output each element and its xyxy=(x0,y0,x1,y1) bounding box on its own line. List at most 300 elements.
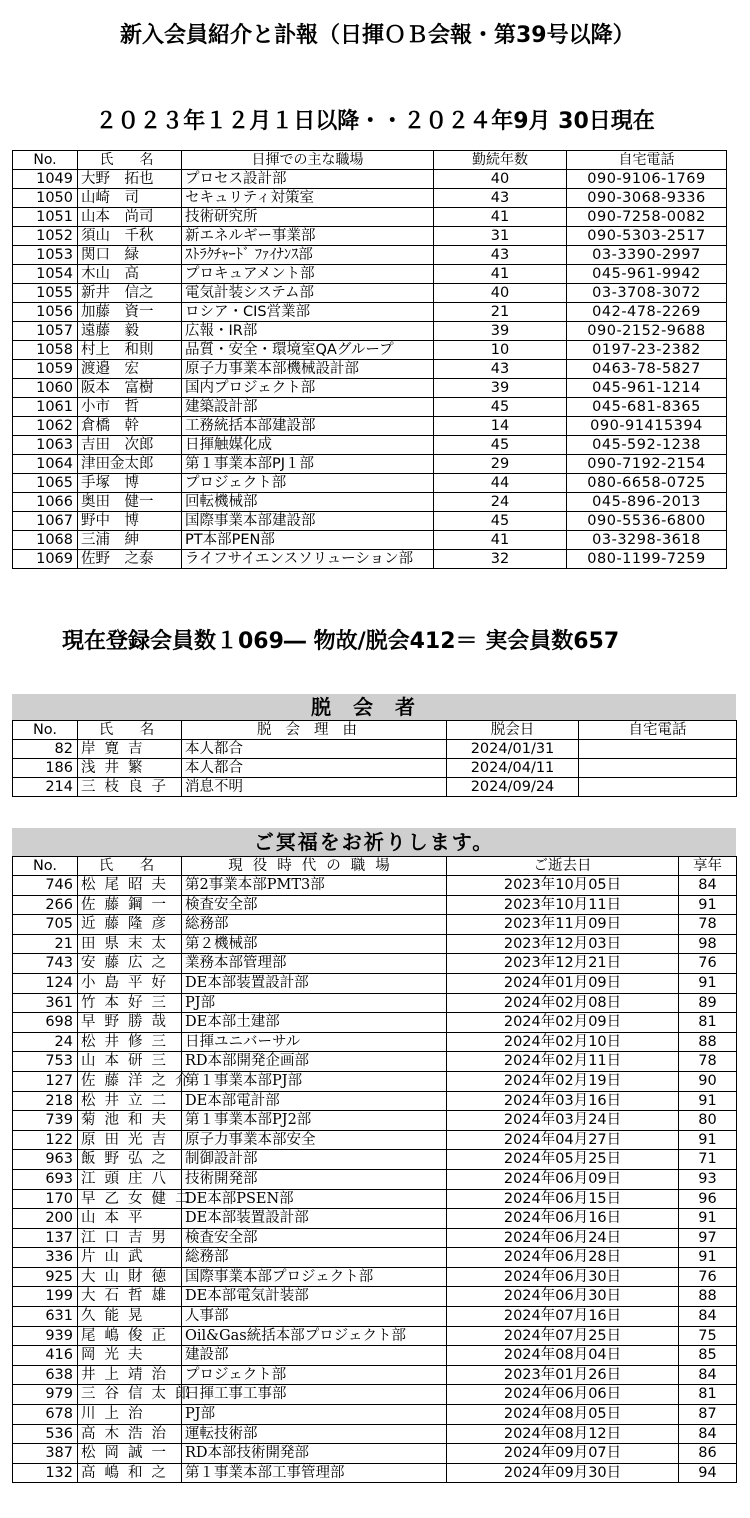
member-phone: 045-896-2013 xyxy=(567,493,727,512)
member-no: 1052 xyxy=(13,227,78,246)
withdrawn-reason: 本人都合 xyxy=(182,759,447,778)
obituary-workplace: PJ部 xyxy=(182,1405,447,1425)
withdrawn-date: 2024/09/24 xyxy=(447,778,579,797)
member-name: 三浦 紳 xyxy=(78,531,182,550)
withdrawn-header-row xyxy=(13,721,737,740)
obituary-row xyxy=(13,1150,737,1170)
obituary-age: 96 xyxy=(679,1189,737,1209)
obituary-name: 竹本好三 xyxy=(78,993,182,1013)
member-no: 1069 xyxy=(13,550,78,569)
obituary-no: 705 xyxy=(13,915,78,935)
obituary-no: 416 xyxy=(13,1346,78,1366)
obituary-no: 336 xyxy=(13,1248,78,1268)
withdrawn-name: 三枝良子 xyxy=(78,778,182,797)
member-row xyxy=(13,208,727,227)
member-row xyxy=(13,227,727,246)
obituary-age: 78 xyxy=(679,915,737,935)
obituary-header-workplace: 現役時代の職場 xyxy=(182,857,447,876)
member-phone: 090-2152-9688 xyxy=(567,322,727,341)
member-row xyxy=(13,284,727,303)
obituary-workplace: DE本部装置設計部 xyxy=(182,973,447,993)
obituary-workplace: PJ部 xyxy=(182,993,447,1013)
member-years: 43 xyxy=(434,360,567,379)
member-row xyxy=(13,436,727,455)
obituary-row xyxy=(13,1346,737,1366)
obituary-no: 21 xyxy=(13,934,78,954)
member-phone: 03-3390-2997 xyxy=(567,246,727,265)
obituary-name: 岡光夫 xyxy=(78,1346,182,1366)
member-row xyxy=(13,512,727,531)
member-name: 手塚 博 xyxy=(78,474,182,493)
members-header-years: 勤続年数 xyxy=(434,151,567,170)
obituary-date: 2024年04月27日 xyxy=(447,1130,679,1150)
member-years: 41 xyxy=(434,265,567,284)
obituary-date: 2024年08月05日 xyxy=(447,1405,679,1425)
member-phone: 080-6658-0725 xyxy=(567,474,727,493)
obituary-date: 2024年08月04日 xyxy=(447,1346,679,1366)
page-title: 新入会員紹介と訃報（日揮ＯＢ会報・第39号以降） xyxy=(120,23,635,48)
obituary-name: 井上靖治 xyxy=(78,1365,182,1385)
obituary-name: 飯野弘之 xyxy=(78,1150,182,1170)
obituary-workplace: DE本部装置設計部 xyxy=(182,1209,447,1229)
obituary-no: 979 xyxy=(13,1385,78,1405)
obituary-age: 98 xyxy=(679,934,737,954)
member-row xyxy=(13,265,727,284)
obituary-no: 387 xyxy=(13,1444,78,1464)
member-no: 1051 xyxy=(13,208,78,227)
member-no: 1049 xyxy=(13,170,78,189)
member-years: 32 xyxy=(434,550,567,569)
withdrawn-body xyxy=(13,740,737,797)
member-no: 1057 xyxy=(13,322,78,341)
obituary-row xyxy=(13,1169,737,1189)
withdrawn-header-date: 脱会日 xyxy=(447,721,579,740)
withdrawn-no: 214 xyxy=(13,778,78,797)
withdrawn-no: 82 xyxy=(13,740,78,759)
obituary-date: 2023年01月26日 xyxy=(447,1365,679,1385)
obituary-age: 88 xyxy=(679,1287,737,1307)
obituary-row xyxy=(13,1444,737,1464)
obituary-row xyxy=(13,954,737,974)
member-row xyxy=(13,531,727,550)
obituary-date: 2024年06月30日 xyxy=(447,1267,679,1287)
obituary-date: 2023年12月03日 xyxy=(447,934,679,954)
obituary-age: 78 xyxy=(679,1052,737,1072)
members-header-dept: 日揮での主な職場 xyxy=(182,151,434,170)
member-years: 41 xyxy=(434,208,567,227)
withdrawn-row xyxy=(13,740,737,759)
obituary-workplace: DE本部PSEN部 xyxy=(182,1189,447,1209)
obituary-row xyxy=(13,1013,737,1033)
obituary-no: 638 xyxy=(13,1365,78,1385)
member-department: ライフサイエンスソリューション部 xyxy=(182,550,434,569)
obituary-date: 2024年09月07日 xyxy=(447,1444,679,1464)
member-no: 1054 xyxy=(13,265,78,284)
member-row xyxy=(13,303,727,322)
member-no: 1055 xyxy=(13,284,78,303)
obituary-row xyxy=(13,1365,737,1385)
member-years: 40 xyxy=(434,284,567,303)
obituary-age: 86 xyxy=(679,1444,737,1464)
obituary-header-no: No. xyxy=(13,857,78,876)
member-department: プロキュアメント部 xyxy=(182,265,434,284)
obituary-row xyxy=(13,1424,737,1444)
member-row xyxy=(13,550,727,569)
obituary-workplace: 第2事業本部PMT3部 xyxy=(182,876,447,896)
member-no: 1064 xyxy=(13,455,78,474)
member-department: 新エネルギー事業部 xyxy=(182,227,434,246)
member-no: 1061 xyxy=(13,398,78,417)
obituary-age: 80 xyxy=(679,1111,737,1131)
obituary-no: 218 xyxy=(13,1091,78,1111)
obituary-no: 132 xyxy=(13,1463,78,1483)
member-department: 原子力事業本部機械設計部 xyxy=(182,360,434,379)
obituary-row xyxy=(13,1307,737,1327)
member-years: 44 xyxy=(434,474,567,493)
obituary-no: 200 xyxy=(13,1209,78,1229)
obituary-no: 939 xyxy=(13,1326,78,1346)
obituary-date: 2023年12月21日 xyxy=(447,954,679,974)
obituary-date: 2024年06月16日 xyxy=(447,1209,679,1229)
withdrawn-row xyxy=(13,759,737,778)
obituary-age: 90 xyxy=(679,1071,737,1091)
obituary-workplace: 第１事業本部工事管理部 xyxy=(182,1463,447,1483)
obituary-age: 87 xyxy=(679,1405,737,1425)
obituary-no: 753 xyxy=(13,1052,78,1072)
obituary-name: 菊池和夫 xyxy=(78,1111,182,1131)
obituary-name: 原田光吉 xyxy=(78,1130,182,1150)
member-department: 工務統括本部建設部 xyxy=(182,417,434,436)
member-years: 45 xyxy=(434,512,567,531)
obituary-row xyxy=(13,1111,737,1131)
member-years: 43 xyxy=(434,246,567,265)
obituary-age: 85 xyxy=(679,1346,737,1366)
member-years: 43 xyxy=(434,189,567,208)
obituary-name: 早乙女健二 xyxy=(78,1189,182,1209)
withdrawn-name: 岸寛吉 xyxy=(78,740,182,759)
obituary-name: 早野勝哉 xyxy=(78,1013,182,1033)
obituary-name: 松井立二 xyxy=(78,1091,182,1111)
member-years: 21 xyxy=(434,303,567,322)
obituary-workplace: 業務本部管理部 xyxy=(182,954,447,974)
member-name: 大野 拓也 xyxy=(78,170,182,189)
obituary-row xyxy=(13,895,737,915)
obituary-workplace: Oil&Gas統括本部プロジェクト部 xyxy=(182,1326,447,1346)
member-row xyxy=(13,398,727,417)
member-row xyxy=(13,189,727,208)
obituary-no: 361 xyxy=(13,993,78,1013)
obituary-no: 631 xyxy=(13,1307,78,1327)
member-name: 加藤 資一 xyxy=(78,303,182,322)
withdrawn-date: 2024/01/31 xyxy=(447,740,579,759)
obituary-no: 678 xyxy=(13,1405,78,1425)
obituary-age: 88 xyxy=(679,1032,737,1052)
obituary-age: 89 xyxy=(679,993,737,1013)
obituary-row xyxy=(13,973,737,993)
member-phone: 080-1199-7259 xyxy=(567,550,727,569)
obituary-no: 122 xyxy=(13,1130,78,1150)
obituary-workplace: 日揮ユニバーサル xyxy=(182,1032,447,1052)
member-name: 佐野 之泰 xyxy=(78,550,182,569)
member-phone: 090-7192-2154 xyxy=(567,455,727,474)
obituary-age: 91 xyxy=(679,895,737,915)
member-no: 1062 xyxy=(13,417,78,436)
obituary-no: 693 xyxy=(13,1169,78,1189)
withdrawn-header-phone: 自宅電話 xyxy=(579,721,737,740)
obituary-no: 199 xyxy=(13,1287,78,1307)
obituary-workplace: 技術開発部 xyxy=(182,1169,447,1189)
obituary-age: 91 xyxy=(679,1209,737,1229)
obituary-no: 124 xyxy=(13,973,78,993)
obituary-workplace: 運転技術部 xyxy=(182,1424,447,1444)
obituary-workplace: 原子力事業本部安全 xyxy=(182,1130,447,1150)
obituary-date: 2024年06月28日 xyxy=(447,1248,679,1268)
member-phone: 090-5536-6800 xyxy=(567,512,727,531)
member-row xyxy=(13,493,727,512)
obituary-age: 91 xyxy=(679,1130,737,1150)
members-header-name: 氏 名 xyxy=(78,151,182,170)
withdrawn-no: 186 xyxy=(13,759,78,778)
member-name: 山崎 司 xyxy=(78,189,182,208)
member-years: 10 xyxy=(434,341,567,360)
member-phone: 045-681-8365 xyxy=(567,398,727,417)
obituary-body xyxy=(13,876,737,1483)
obituary-name: 小島平好 xyxy=(78,973,182,993)
member-name: 新井 信之 xyxy=(78,284,182,303)
member-no: 1068 xyxy=(13,531,78,550)
obituary-no: 925 xyxy=(13,1267,78,1287)
obituary-age: 91 xyxy=(679,1248,737,1268)
withdrawn-band-title: 脱会者 xyxy=(12,694,736,720)
obituary-date: 2024年06月15日 xyxy=(447,1189,679,1209)
obituary-date: 2024年02月09日 xyxy=(447,1013,679,1033)
obituary-header-name: 氏 名 xyxy=(78,857,182,876)
obituary-workplace: RD本部技術開発部 xyxy=(182,1444,447,1464)
obituary-date: 2024年06月09日 xyxy=(447,1169,679,1189)
member-department: 建築設計部 xyxy=(182,398,434,417)
obituary-name: 安藤広之 xyxy=(78,954,182,974)
member-phone: 0197-23-2382 xyxy=(567,341,727,360)
obituary-workplace: 総務部 xyxy=(182,1248,447,1268)
obituary-name: 山本平 xyxy=(78,1209,182,1229)
obituary-age: 76 xyxy=(679,1267,737,1287)
obituary-age: 71 xyxy=(679,1150,737,1170)
member-department: ロシア・CIS営業部 xyxy=(182,303,434,322)
member-row xyxy=(13,474,727,493)
member-department: 電気計装システム部 xyxy=(182,284,434,303)
obituary-row xyxy=(13,876,737,896)
obituary-row xyxy=(13,1385,737,1405)
obituary-name: 松尾昭夫 xyxy=(78,876,182,896)
member-years: 14 xyxy=(434,417,567,436)
obituary-age: 97 xyxy=(679,1228,737,1248)
obituary-no: 746 xyxy=(13,876,78,896)
obituary-no: 266 xyxy=(13,895,78,915)
member-name: 遠藤 毅 xyxy=(78,322,182,341)
member-phone: 045-961-9942 xyxy=(567,265,727,284)
obituary-workplace: 検査安全部 xyxy=(182,1228,447,1248)
obituary-workplace: 第２機械部 xyxy=(182,934,447,954)
obituary-age: 75 xyxy=(679,1326,737,1346)
member-department: 国際事業本部建設部 xyxy=(182,512,434,531)
obituary-name: 大山財徳 xyxy=(78,1267,182,1287)
obituary-workplace: 人事部 xyxy=(182,1307,447,1327)
obituary-row xyxy=(13,1091,737,1111)
obituary-header-row xyxy=(13,857,737,876)
obituary-no: 536 xyxy=(13,1424,78,1444)
member-name: 奥田 健一 xyxy=(78,493,182,512)
member-name: 倉橋 幹 xyxy=(78,417,182,436)
obituary-row xyxy=(13,1267,737,1287)
member-phone: 045-592-1238 xyxy=(567,436,727,455)
member-row xyxy=(13,246,727,265)
obituary-row xyxy=(13,1130,737,1150)
obituary-date: 2024年01月09日 xyxy=(447,973,679,993)
obituary-row xyxy=(13,1463,737,1483)
obituary-name: 川上治 xyxy=(78,1405,182,1425)
obituary-name: 佐藤鋼一 xyxy=(78,895,182,915)
member-department: セキュリティ対策室 xyxy=(182,189,434,208)
member-name: 小市 哲 xyxy=(78,398,182,417)
withdrawn-header-no: No. xyxy=(13,721,78,740)
member-phone: 0463-78-5827 xyxy=(567,360,727,379)
member-no: 1060 xyxy=(13,379,78,398)
obituary-workplace: 総務部 xyxy=(182,915,447,935)
obituary-date: 2024年02月08日 xyxy=(447,993,679,1013)
obituary-date: 2024年08月12日 xyxy=(447,1424,679,1444)
obituary-age: 81 xyxy=(679,1013,737,1033)
obituary-row xyxy=(13,1326,737,1346)
member-phone: 045-961-1214 xyxy=(567,379,727,398)
obituary-date: 2024年03月16日 xyxy=(447,1091,679,1111)
obituary-workplace: 検査安全部 xyxy=(182,895,447,915)
withdrawn-phone xyxy=(579,778,737,797)
obituary-workplace: 制御設計部 xyxy=(182,1150,447,1170)
obituary-workplace: 日揮工事工事部 xyxy=(182,1385,447,1405)
obituary-age: 84 xyxy=(679,1307,737,1327)
member-no: 1067 xyxy=(13,512,78,531)
member-years: 45 xyxy=(434,436,567,455)
member-phone: 090-5303-2517 xyxy=(567,227,727,246)
members-header-phone: 自宅電話 xyxy=(567,151,727,170)
obituary-no: 739 xyxy=(13,1111,78,1131)
member-department: PT本部PEN部 xyxy=(182,531,434,550)
obituary-row xyxy=(13,934,737,954)
obituary-row xyxy=(13,1052,737,1072)
members-body xyxy=(13,170,727,569)
member-phone: 03-3298-3618 xyxy=(567,531,727,550)
withdrawn-header-name: 氏 名 xyxy=(78,721,182,740)
withdrawn-name: 浅井繁 xyxy=(78,759,182,778)
member-no: 1063 xyxy=(13,436,78,455)
obituary-date: 2024年05月25日 xyxy=(447,1150,679,1170)
member-no: 1066 xyxy=(13,493,78,512)
member-years: 29 xyxy=(434,455,567,474)
obituary-workplace: DE本部電計部 xyxy=(182,1091,447,1111)
member-row xyxy=(13,455,727,474)
member-department: 回転機械部 xyxy=(182,493,434,512)
obituary-row xyxy=(13,915,737,935)
obituary-date: 2024年09月30日 xyxy=(447,1463,679,1483)
obituary-name: 尾嶋俊正 xyxy=(78,1326,182,1346)
obituary-age: 93 xyxy=(679,1169,737,1189)
membership-summary: 現在登録会員数１069― 物故/脱会412＝ 実会員数657 xyxy=(62,629,620,654)
obituary-no: 170 xyxy=(13,1189,78,1209)
obituary-workplace: プロジェクト部 xyxy=(182,1365,447,1385)
member-phone: 090-7258-0082 xyxy=(567,208,727,227)
obituary-date: 2024年03月24日 xyxy=(447,1111,679,1131)
withdrawn-row xyxy=(13,778,737,797)
member-name: 須山 千秋 xyxy=(78,227,182,246)
obituary-header-date: ご逝去日 xyxy=(447,857,679,876)
obituary-date: 2024年02月19日 xyxy=(447,1071,679,1091)
obituary-row xyxy=(13,1248,737,1268)
obituary-age: 84 xyxy=(679,1424,737,1444)
member-department: 国内プロジェクト部 xyxy=(182,379,434,398)
obituary-name: 江頭庄八 xyxy=(78,1169,182,1189)
obituary-age: 81 xyxy=(679,1385,737,1405)
member-years: 39 xyxy=(434,379,567,398)
obituary-date: 2024年07月25日 xyxy=(447,1326,679,1346)
obituary-age: 84 xyxy=(679,1365,737,1385)
obituary-name: 高木浩治 xyxy=(78,1424,182,1444)
obituary-workplace: DE本部電気計装部 xyxy=(182,1287,447,1307)
member-years: 40 xyxy=(434,170,567,189)
obituary-date: 2024年06月24日 xyxy=(447,1228,679,1248)
member-no: 1058 xyxy=(13,341,78,360)
new-members-table xyxy=(12,150,727,569)
member-no: 1050 xyxy=(13,189,78,208)
member-department: 技術研究所 xyxy=(182,208,434,227)
withdrawn-header-reason: 脱会理由 xyxy=(182,721,447,740)
obituary-date: 2024年06月06日 xyxy=(447,1385,679,1405)
obituary-name: 近藤隆彦 xyxy=(78,915,182,935)
obituary-row xyxy=(13,1071,737,1091)
withdrawn-table xyxy=(12,720,737,797)
obituary-age: 91 xyxy=(679,973,737,993)
member-no: 1065 xyxy=(13,474,78,493)
obituary-no: 137 xyxy=(13,1228,78,1248)
obituary-name: 江口吉男 xyxy=(78,1228,182,1248)
withdrawn-reason: 消息不明 xyxy=(182,778,447,797)
obituary-no: 127 xyxy=(13,1071,78,1091)
obituary-age: 76 xyxy=(679,954,737,974)
member-phone: 090-3068-9336 xyxy=(567,189,727,208)
obituary-name: 片山武 xyxy=(78,1248,182,1268)
obituary-name: 松井修三 xyxy=(78,1032,182,1052)
member-no: 1053 xyxy=(13,246,78,265)
member-name: 木山 高 xyxy=(78,265,182,284)
member-years: 24 xyxy=(434,493,567,512)
members-header-no: No. xyxy=(13,151,78,170)
obituary-no: 698 xyxy=(13,1013,78,1033)
obituary-no: 963 xyxy=(13,1150,78,1170)
obituary-header-age: 享年 xyxy=(679,857,737,876)
obituary-workplace: 第１事業本部PJ2部 xyxy=(182,1111,447,1131)
obituary-date: 2024年02月11日 xyxy=(447,1052,679,1072)
member-name: 津田金太郎 xyxy=(78,455,182,474)
obituary-date: 2024年02月10日 xyxy=(447,1032,679,1052)
obituary-date: 2024年06月30日 xyxy=(447,1287,679,1307)
obituary-name: 大石哲雄 xyxy=(78,1287,182,1307)
member-name: 阪本 富樹 xyxy=(78,379,182,398)
member-department: ｽﾄﾗｸﾁｬｰﾄﾞ ﾌｧｲﾅﾝｽ部 xyxy=(182,246,434,265)
member-department: 品質・安全・環境室QAグループ xyxy=(182,341,434,360)
member-row xyxy=(13,170,727,189)
member-row xyxy=(13,360,727,379)
period-subtitle: ２０２３年１２月１日以降・・２０２４年9月 30日現在 xyxy=(95,109,655,134)
withdrawn-phone xyxy=(579,740,737,759)
